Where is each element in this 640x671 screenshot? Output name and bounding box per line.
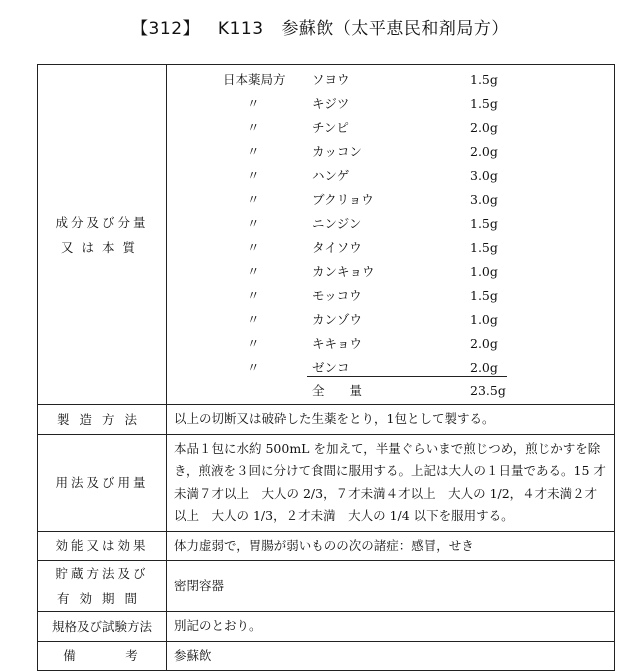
ingredient-source: 〃 [247,312,260,327]
efficacy-value: 体力虚弱で，胃腸が弱いものの次の諸症：感冒，せき [167,531,615,561]
remarks-label: 備 考 [38,641,167,671]
ingredient-amount: 2.0g [470,360,498,375]
ingredient-amount: 1.0g [470,312,498,327]
ingredient-name: キキョウ [312,336,363,351]
page-title [0,14,640,39]
ingredient-amount: 1.5g [470,288,498,303]
storage-label [38,561,167,612]
ingredient-amount: 1.0g [470,264,498,279]
storage-value: 密閉容器 [167,561,615,612]
total-label: 全 量 [312,383,363,398]
ingredient-amount: 1.5g [470,240,498,255]
ingredient-amount: 1.5g [470,216,498,231]
ingredient-name: ハンゲ [312,168,350,183]
dosage-row [38,434,615,531]
specs-row [38,612,615,642]
ingredient-name: ニンジン [312,216,362,231]
ingredient-source: 〃 [247,264,260,279]
ingredient-name: カッコン [312,144,362,159]
storage-label-line2: 有効期間 [56,591,147,606]
ingredient-source: 〃 [247,288,260,303]
ingredient-row [167,332,607,356]
ingredients-cell [167,65,615,405]
ingredient-row [167,236,607,260]
ingredients-row [38,65,615,405]
ingredient-row [167,92,607,116]
ingredient-amount: 1.5g [470,72,498,87]
ingredient-row [167,116,607,140]
ingredient-source: 日本薬局方 [223,72,286,87]
manufacturing-value: 以上の切断又は破砕した生薬をとり，1包として製する。 [167,405,615,435]
ingredient-name: カンゾウ [312,312,363,327]
title-code: K113 [217,19,264,39]
ingredient-row [167,140,607,164]
ingredient-row [167,284,607,308]
total-amount: 23.5g [470,383,506,398]
ingredient-name: ソヨウ [312,72,350,87]
ingredient-amount: 2.0g [470,144,498,159]
storage-label-line1: 貯蔵方法及び [55,566,149,581]
efficacy-label: 効能又は効果 [38,531,167,561]
ingredient-row [167,308,607,332]
ingredients-label [38,65,167,405]
ingredient-name: モッコウ [312,288,362,303]
specs-label: 規格及び試験方法 [38,612,167,642]
ingredient-name: ブクリョウ [312,192,374,207]
ingredient-source: 〃 [247,168,260,183]
ingredient-source: 〃 [247,336,260,351]
ingredient-source: 〃 [247,120,260,135]
ingredient-amount: 2.0g [470,120,498,135]
ingredient-source: 〃 [247,96,260,111]
ingredient-source: 〃 [247,144,260,159]
ingredient-row [167,356,607,380]
remarks-row [38,641,615,671]
ingredient-row [167,164,607,188]
ingredient-amount: 2.0g [470,336,498,351]
ingredient-name: タイソウ [312,240,362,255]
total-row [167,379,607,403]
ingredient-row [167,68,607,92]
storage-row [38,561,615,612]
specs-value: 別記のとおり。 [167,612,615,642]
ingredient-name: チンピ [312,120,349,135]
ingredients-label-line2: 又は本質 [60,239,143,255]
ingredient-row [167,188,607,212]
dosage-value: 本品１包に水約 500mL を加えて，半量ぐらいまで煎じつめ，煎じかすを除き，煎液を３回に分けて食間に服用する。上記は大人の１日量である。15 才未満７才以上 大人の 2/3，７才未満４才以上 大人の 1/2，４才未満２才以上 大人の 1/3，２才未満 大人の 1/4 以下を服用する。 [167,434,615,531]
ingredient-name: カンキョウ [312,264,375,279]
manufacturing-row [38,405,615,435]
ingredient-source: 〃 [247,216,260,231]
ingredient-amount: 3.0g [470,192,498,207]
manufacturing-label: 製造方法 [38,405,167,435]
ingredients-label-line1: 成分及び分量 [55,214,149,230]
ingredient-source: 〃 [247,240,260,255]
dosage-label: 用法及び用量 [38,434,167,531]
ingredient-name: キジツ [312,96,350,111]
efficacy-row [38,531,615,561]
title-number: 【312】 [131,19,201,39]
ingredient-source: 〃 [247,360,260,375]
ingredient-amount: 3.0g [470,168,498,183]
ingredients-list [167,68,614,401]
ingredient-amount: 1.5g [470,96,498,111]
formula-table [37,64,615,671]
ingredient-row [167,212,607,236]
ingredient-source: 〃 [247,192,260,207]
title-name: 参蘇飲（太平恵民和剤局方） [281,19,509,39]
ingredient-row [167,260,607,284]
ingredient-name: ゼンコ [312,360,350,375]
remarks-value: 参蘇飲 [167,641,615,671]
